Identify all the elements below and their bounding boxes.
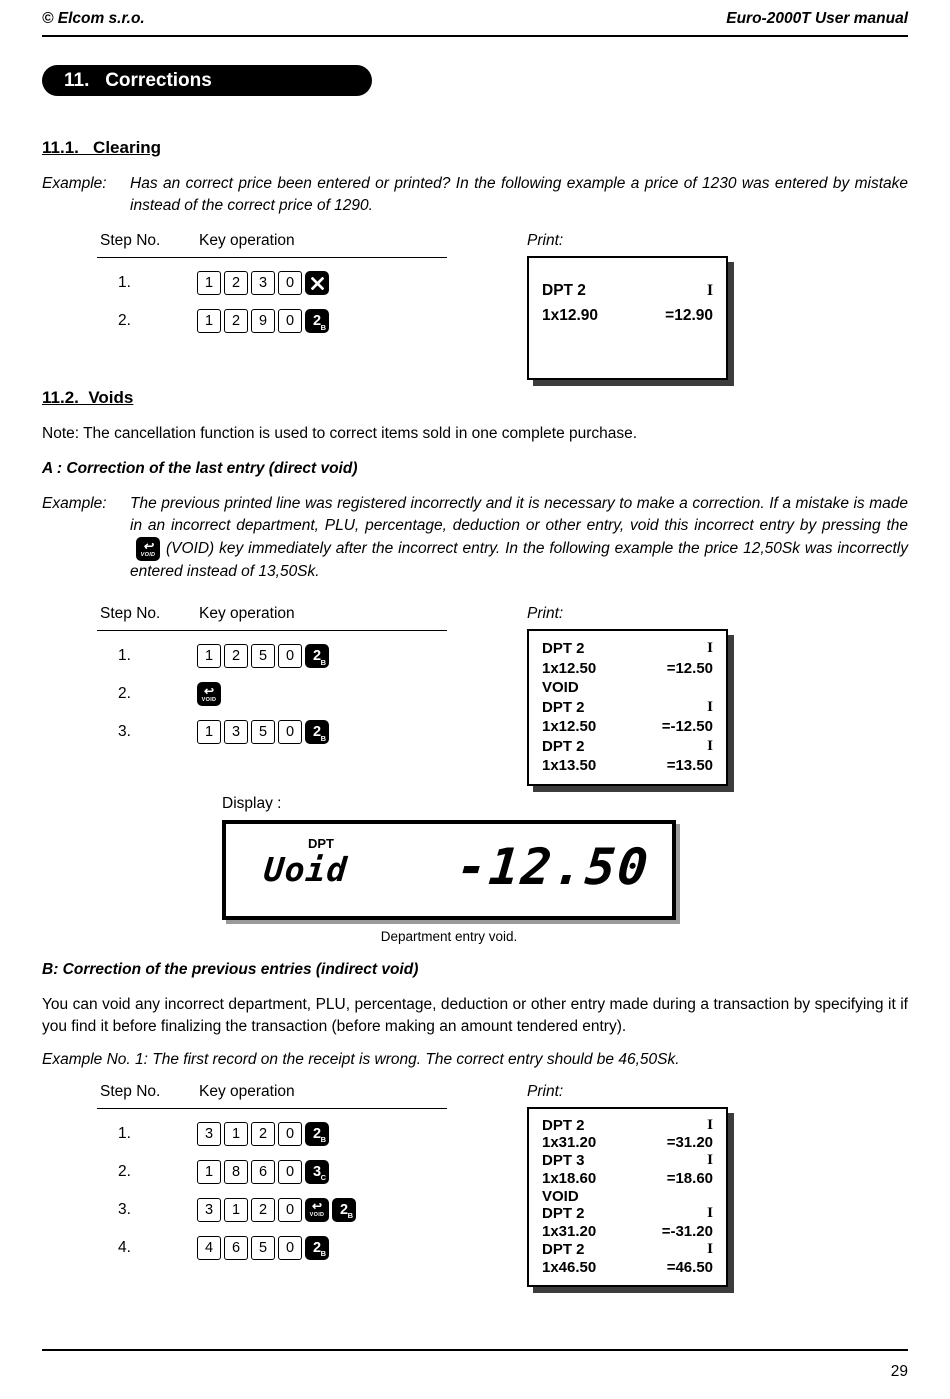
receipt-line — [542, 1170, 713, 1188]
dpt-indicator: DPT — [308, 835, 334, 851]
step-row — [97, 270, 447, 296]
receipt-line — [542, 1259, 713, 1277]
receipt-line-left: DPT 2 — [542, 737, 585, 755]
section-title: 11. Corrections — [64, 69, 212, 91]
step-table-header — [97, 605, 447, 631]
receipt-line-left: VOID — [542, 679, 579, 696]
undo-arrow-icon: ↩ — [311, 1199, 323, 1214]
key-subscript: B — [320, 322, 326, 332]
digit-key-1: 1 — [197, 309, 221, 333]
example-text-before: The previous printed line was registered incorrectly and it is necessary to make a correction. If a mistake is made in an incorrect department, PLU, percentage, deduction or other entry, void this incorrect entry by pressing the — [130, 495, 908, 534]
receipt-direct-void — [527, 629, 728, 786]
receipt-line-right: =-12.50 — [661, 718, 713, 735]
receipt-line-right: I — [707, 1152, 713, 1169]
void-key-label: VOID — [309, 1212, 325, 1219]
step-number: 2. — [118, 685, 131, 702]
receipt-line-left: DPT 2 — [542, 640, 585, 657]
steps-direct-void — [97, 643, 447, 745]
department-2-key: 2 B — [305, 1236, 329, 1260]
digit-key-2: 2 — [251, 1122, 275, 1146]
step-number: 3. — [118, 1200, 131, 1218]
display-section — [222, 795, 676, 944]
example-label: Example: — [42, 495, 107, 512]
digit-key-9: 9 — [251, 309, 275, 333]
example-text-after: (VOID) key immediately after the incorrect entry. In the following example the price 12,50Sk was incorrectly entered instead of 13,50Sk. — [130, 540, 908, 580]
key-subscript: C — [320, 1173, 326, 1182]
receipt-line-right: I — [707, 698, 713, 715]
digit-key-5: 5 — [251, 644, 275, 668]
digit-key-0: 0 — [278, 309, 302, 333]
key-operation-header: Key operation — [199, 1082, 295, 1100]
undo-arrow-icon: ↩ — [142, 538, 154, 553]
step-number: 1. — [118, 274, 131, 291]
header-right: Euro-2000T User manual — [726, 10, 908, 27]
department-2-key: 2 B — [305, 309, 329, 333]
department-2-key: 2 B — [305, 644, 329, 668]
step-no-header: Step No. — [100, 232, 161, 249]
void-key-icon — [136, 537, 160, 561]
clear-key — [305, 271, 329, 295]
step-table-header — [97, 232, 447, 258]
step-number: 1. — [118, 1124, 131, 1142]
department-2-key: 2 B — [305, 1122, 329, 1146]
key-sequence — [197, 682, 221, 706]
heading-clearing: 11.1. Clearing — [42, 138, 162, 157]
step-row — [97, 1159, 447, 1185]
key-sequence — [197, 720, 329, 744]
receipt-line-left: DPT 2 — [542, 282, 586, 299]
receipt-line — [542, 1134, 713, 1152]
step-row — [97, 643, 447, 669]
key-operation-header: Key operation — [199, 605, 295, 622]
void-key-label: VOID — [140, 551, 156, 558]
department-3-key: 3 C — [305, 1160, 329, 1184]
voids-note: Note: The cancellation function is used to correct items sold in one complete purchase. — [42, 425, 638, 442]
receipt-line-left: 1x31.20 — [542, 1223, 597, 1241]
step-number: 2. — [118, 312, 131, 329]
receipt-line-left: DPT 2 — [542, 1205, 585, 1223]
digit-key-0: 0 — [278, 1236, 302, 1260]
receipt-line-left: 1x12.50 — [542, 718, 597, 735]
print-label: Print: — [527, 1082, 564, 1100]
heading-voids: 11.2. Voids — [42, 388, 134, 407]
digit-key-0: 0 — [278, 271, 302, 295]
digit-key-2: 2 — [224, 309, 248, 333]
receipt-line — [542, 737, 713, 757]
display-amount: -12.50 — [454, 837, 653, 896]
step-row — [97, 1197, 447, 1223]
step-number: 2. — [118, 1162, 131, 1180]
void-key — [305, 1198, 329, 1222]
receipt-line — [542, 1117, 713, 1135]
digit-key-3: 3 — [251, 271, 275, 295]
display-caption: Department entry void. — [380, 928, 518, 944]
digit-key-5: 5 — [251, 1236, 275, 1260]
digit-key-2: 2 — [224, 644, 248, 668]
digit-key-1: 1 — [224, 1198, 248, 1222]
receipt-line-left: 1x46.50 — [542, 1258, 597, 1276]
print-column-indirect-void — [527, 1083, 908, 1287]
receipt-line — [542, 756, 713, 776]
receipt-line-right: =12.50 — [666, 659, 713, 677]
display-void-text: Uoid — [262, 849, 350, 889]
step-no-header: Step No. — [100, 1082, 161, 1100]
steps-indirect-void — [97, 1121, 447, 1261]
steps-clearing — [97, 270, 447, 334]
receipt-line — [542, 1241, 713, 1259]
clearing-example — [42, 173, 908, 217]
receipt-line — [542, 303, 713, 328]
key-sequence — [197, 309, 329, 333]
subheading-direct-void: A : Correction of the last entry (direct void) — [42, 460, 358, 477]
key-subscript: B — [320, 1249, 326, 1258]
receipt-line-right: I — [707, 640, 713, 656]
direct-void-example — [42, 493, 908, 583]
page-number: 29 — [890, 1363, 908, 1380]
digit-key-8: 8 — [224, 1160, 248, 1184]
digit-key-3: 3 — [197, 1122, 221, 1146]
example-label: Example: — [42, 175, 107, 192]
digit-key-1: 1 — [197, 644, 221, 668]
step-row — [97, 719, 447, 745]
receipt-line-left: 1x18.60 — [542, 1169, 597, 1187]
key-sequence — [197, 271, 329, 295]
receipt-line — [542, 659, 713, 679]
step-number: 1. — [118, 647, 131, 664]
receipt-line-right: =12.90 — [665, 307, 713, 324]
step-table-clearing — [97, 232, 447, 380]
digit-key-1: 1 — [197, 1160, 221, 1184]
undo-arrow-icon: ↩ — [203, 683, 215, 698]
receipt-line-left: 1x12.90 — [542, 307, 599, 324]
receipt-line-right: I — [706, 282, 713, 299]
key-subscript: B — [320, 1135, 326, 1144]
section-title-banner — [42, 65, 372, 96]
page-header — [42, 10, 908, 37]
x-cross-icon — [311, 277, 324, 290]
header-left: © Elcom s.r.o. — [42, 10, 145, 27]
receipt-line-right: =18.60 — [666, 1169, 713, 1187]
receipt-clearing — [527, 256, 728, 380]
key-sequence — [197, 1198, 356, 1222]
indirect-void-example: Example No. 1: The first record on the receipt is wrong. The correct entry should be 46,50Sk. — [42, 1050, 680, 1068]
step-row — [97, 1235, 447, 1261]
receipt-line — [542, 1188, 713, 1206]
subheading-indirect-void: B: Correction of the previous entries (indirect void) — [42, 960, 419, 978]
receipt-line — [542, 678, 713, 698]
digit-key-4: 4 — [197, 1236, 221, 1260]
step-row — [97, 308, 447, 334]
digit-key-0: 0 — [278, 1198, 302, 1222]
print-column-direct-void — [527, 605, 908, 786]
print-label: Print: — [527, 232, 564, 249]
receipt-line — [542, 698, 713, 718]
key-sequence — [197, 644, 329, 668]
step-no-header: Step No. — [100, 605, 161, 622]
digit-key-6: 6 — [224, 1236, 248, 1260]
digit-key-0: 0 — [278, 644, 302, 668]
department-2-key: 2 B — [305, 720, 329, 744]
step-number: 3. — [118, 723, 131, 740]
digit-key-2: 2 — [251, 1198, 275, 1222]
receipt-line-right: =46.50 — [666, 1258, 713, 1276]
receipt-line-left: 1x12.50 — [542, 659, 597, 677]
digit-key-5: 5 — [251, 720, 275, 744]
digit-key-3: 3 — [224, 720, 248, 744]
receipt-line — [542, 1223, 713, 1241]
receipt-line-left: VOID — [542, 1187, 579, 1205]
receipt-line-left: DPT 2 — [542, 1241, 585, 1259]
receipt-line-left: DPT 2 — [542, 698, 585, 716]
page-footer — [42, 1349, 908, 1381]
print-column-clearing — [527, 232, 908, 380]
step-number: 4. — [118, 1238, 131, 1256]
display-label: Display : — [222, 794, 282, 812]
indirect-void-paragraph: You can void any incorrect department, PLU, percentage, deduction or other entry made during a transaction by specifying it if you find it before finalizing the transaction (before making an amount tendered entry). — [42, 995, 908, 1035]
receipt-line-right: =13.50 — [666, 757, 713, 774]
digit-key-0: 0 — [278, 1122, 302, 1146]
receipt-line-right: I — [707, 1116, 713, 1133]
lcd-display — [222, 820, 676, 920]
direct-void-procedure — [42, 605, 908, 786]
example-text: Has an correct price been entered or printed? In the following example a price of 1230 was entered by mistake instead of the correct price of 1290. — [130, 175, 908, 214]
void-key — [197, 682, 221, 706]
receipt-line-left: DPT 2 — [542, 1116, 585, 1134]
receipt-line-right: =-31.20 — [661, 1223, 713, 1241]
receipt-line-right: I — [707, 737, 713, 754]
step-table-header — [97, 1083, 447, 1109]
receipt-line — [542, 278, 713, 303]
key-subscript: B — [320, 733, 326, 743]
receipt-line-right: =31.20 — [666, 1134, 713, 1152]
key-sequence — [197, 1122, 329, 1146]
receipt-line — [542, 639, 713, 659]
receipt-line-right: I — [707, 1241, 713, 1258]
receipt-line-right: I — [707, 1205, 713, 1222]
receipt-line-left: 1x13.50 — [542, 757, 597, 774]
receipt-line-left: 1x31.20 — [542, 1134, 597, 1152]
digit-key-1: 1 — [197, 720, 221, 744]
digit-key-1: 1 — [224, 1122, 248, 1146]
digit-key-2: 2 — [224, 271, 248, 295]
step-table-indirect-void — [97, 1083, 447, 1287]
digit-key-3: 3 — [197, 1198, 221, 1222]
digit-key-0: 0 — [278, 720, 302, 744]
example-text — [130, 493, 908, 583]
step-row — [97, 1121, 447, 1147]
receipt-line — [542, 1205, 713, 1223]
receipt-line — [542, 717, 713, 737]
step-table-direct-void — [97, 605, 447, 786]
receipt-indirect-void — [527, 1107, 728, 1287]
step-row — [97, 681, 447, 707]
digit-key-6: 6 — [251, 1160, 275, 1184]
key-operation-header: Key operation — [199, 232, 295, 249]
department-2-key: 2 B — [332, 1198, 356, 1222]
clearing-procedure — [42, 232, 908, 380]
receipt-line-left: DPT 3 — [542, 1152, 585, 1170]
key-sequence — [197, 1236, 329, 1260]
print-label: Print: — [527, 605, 564, 622]
receipt-line — [542, 1152, 713, 1170]
digit-key-1: 1 — [197, 271, 221, 295]
key-sequence — [197, 1160, 329, 1184]
key-subscript: B — [347, 1211, 353, 1220]
void-key-label: VOID — [201, 696, 217, 703]
digit-key-0: 0 — [278, 1160, 302, 1184]
key-subscript: B — [320, 657, 326, 667]
indirect-void-procedure — [42, 1083, 908, 1287]
